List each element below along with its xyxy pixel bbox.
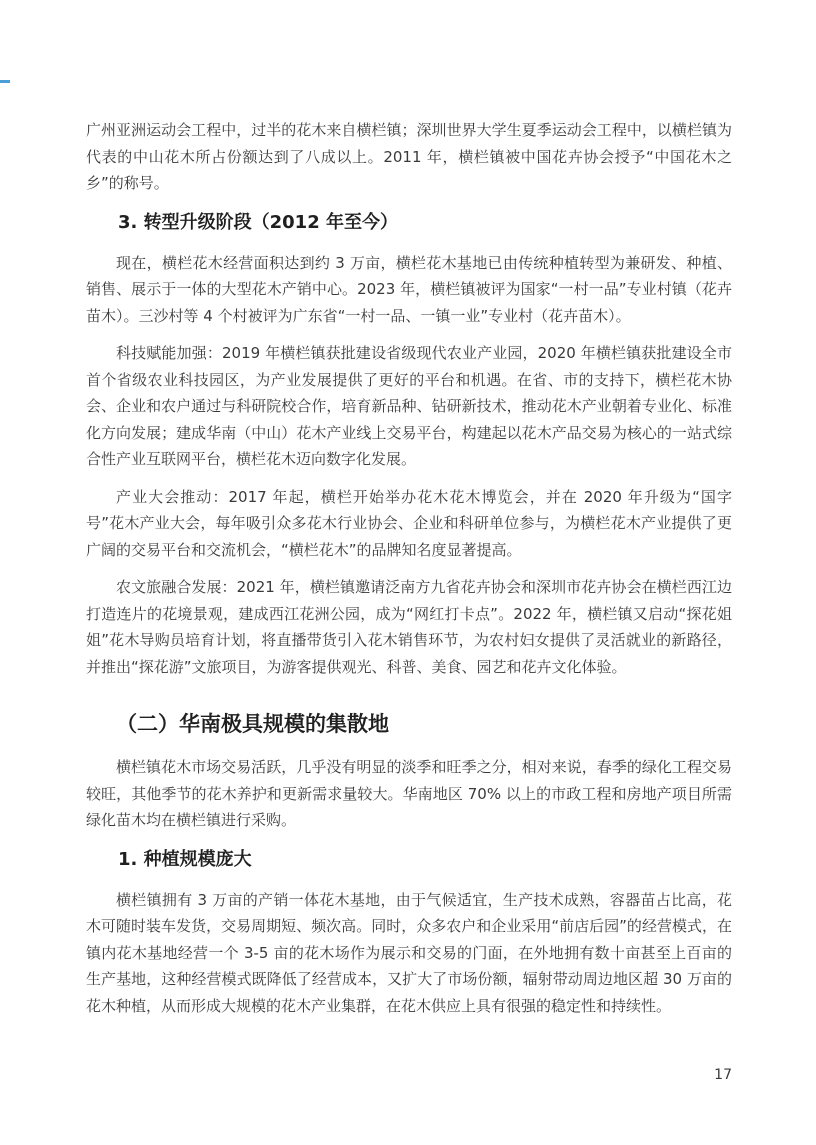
section-heading: 1. 种植规模庞大 xyxy=(118,848,252,870)
paragraph: 广州亚洲运动会工程中，过半的花木来自横栏镇；深圳世界大学生夏季运动会工程中，以横栏镇为代表的中山花木所占份额达到了八成以上。2011 年，横栏镇被中国花卉协会授予“中国花木之乡”的称号。 xyxy=(86,121,732,192)
chapter-heading: （二）华南极具规模的集散地 xyxy=(116,712,389,736)
accent-bar xyxy=(0,80,10,83)
paragraph: 现在，横栏花木经营面积达到约 3 万亩，横栏花木基地已由传统种植转型为兼研发、种植、销售、展示于一体的大型花木产销中心。2023 年，横栏镇被评为国家“一村一品”专业村镇（花卉苗木）。三沙村等 4 个村被评为广东省“一村一品、一镇一业”专业村（花卉苗木）。 xyxy=(86,253,732,325)
paragraph: 科技赋能加强：2019 年横栏镇获批建设省级现代农业产业园，2020 年横栏镇获批建设全市首个省级农业科技园区，为产业发展提供了更好的平台和机遇。在省、市的支持下，横栏花木协会、企业和农户通过与科研院校合作，培育新品种、钻研新技术，推动花木产业朝着专业化、标准化方向发展；建成华南（中山）花木产业线上交易平台，构建起以花木产品交易为核心的一站式综合性产业互联网平台，横栏花木迈向数字化发展。 xyxy=(86,344,732,468)
page-number: 17 xyxy=(714,1067,732,1083)
paragraph: 农文旅融合发展：2021 年，横栏镇邀请泛南方九省花卉协会和深圳市花卉协会在横栏西江边打造连片的花境景观，建成西江花洲公园，成为“网红打卡点”。2022 年，横栏镇又启动“探花姐姐”花木导购员培育计划，将直播带货引入花木销售环节，为农村妇女提供了灵活就业的新路径，并推出“探花游”文旅项目，为游客提供观光、科普、美食、园艺和花卉文化体验。 xyxy=(86,578,732,676)
paragraph: 产业大会推动：2017 年起，横栏开始举办花木花木博览会，并在 2020 年升级为“国字号”花木产业大会，每年吸引众多花木行业协会、企业和科研单位参与，为横栏花木产业提供了更广阔的交易平台和交流机会，“横栏花木”的品牌知名度显著提高。 xyxy=(86,487,732,559)
paragraph: 横栏镇花木市场交易活跃，几乎没有明显的淡季和旺季之分，相对来说，春季的绿化工程交易较旺，其他季节的花木养护和更新需求量较大。华南地区 70% 以上的市政工程和房地产项目所需绿化苗木均在横栏镇进行采购。 xyxy=(86,758,732,829)
document-body xyxy=(86,117,732,1030)
paragraph: 横栏镇拥有 3 万亩的产销一体花木基地，由于气候适宜，生产技术成熟，容器苗占比高，花木可随时装车发货，交易周期短、频次高。同时，众多农户和企业采用“前店后园”的经营模式，在镇内花木基地经营一个 3-5 亩的花木场作为展示和交易的门面，在外地拥有数十亩甚至上百亩的生产基地，这种经营模式既降低了经营成本，又扩大了市场份额，辐射带动周边地区超 30 万亩的花木种植，从而形成大规模的花木产业集群，在花木供应上具有很强的稳定性和持续性。 xyxy=(86,890,732,1015)
section-heading: 3. 转型升级阶段（2012 年至今） xyxy=(118,211,398,233)
